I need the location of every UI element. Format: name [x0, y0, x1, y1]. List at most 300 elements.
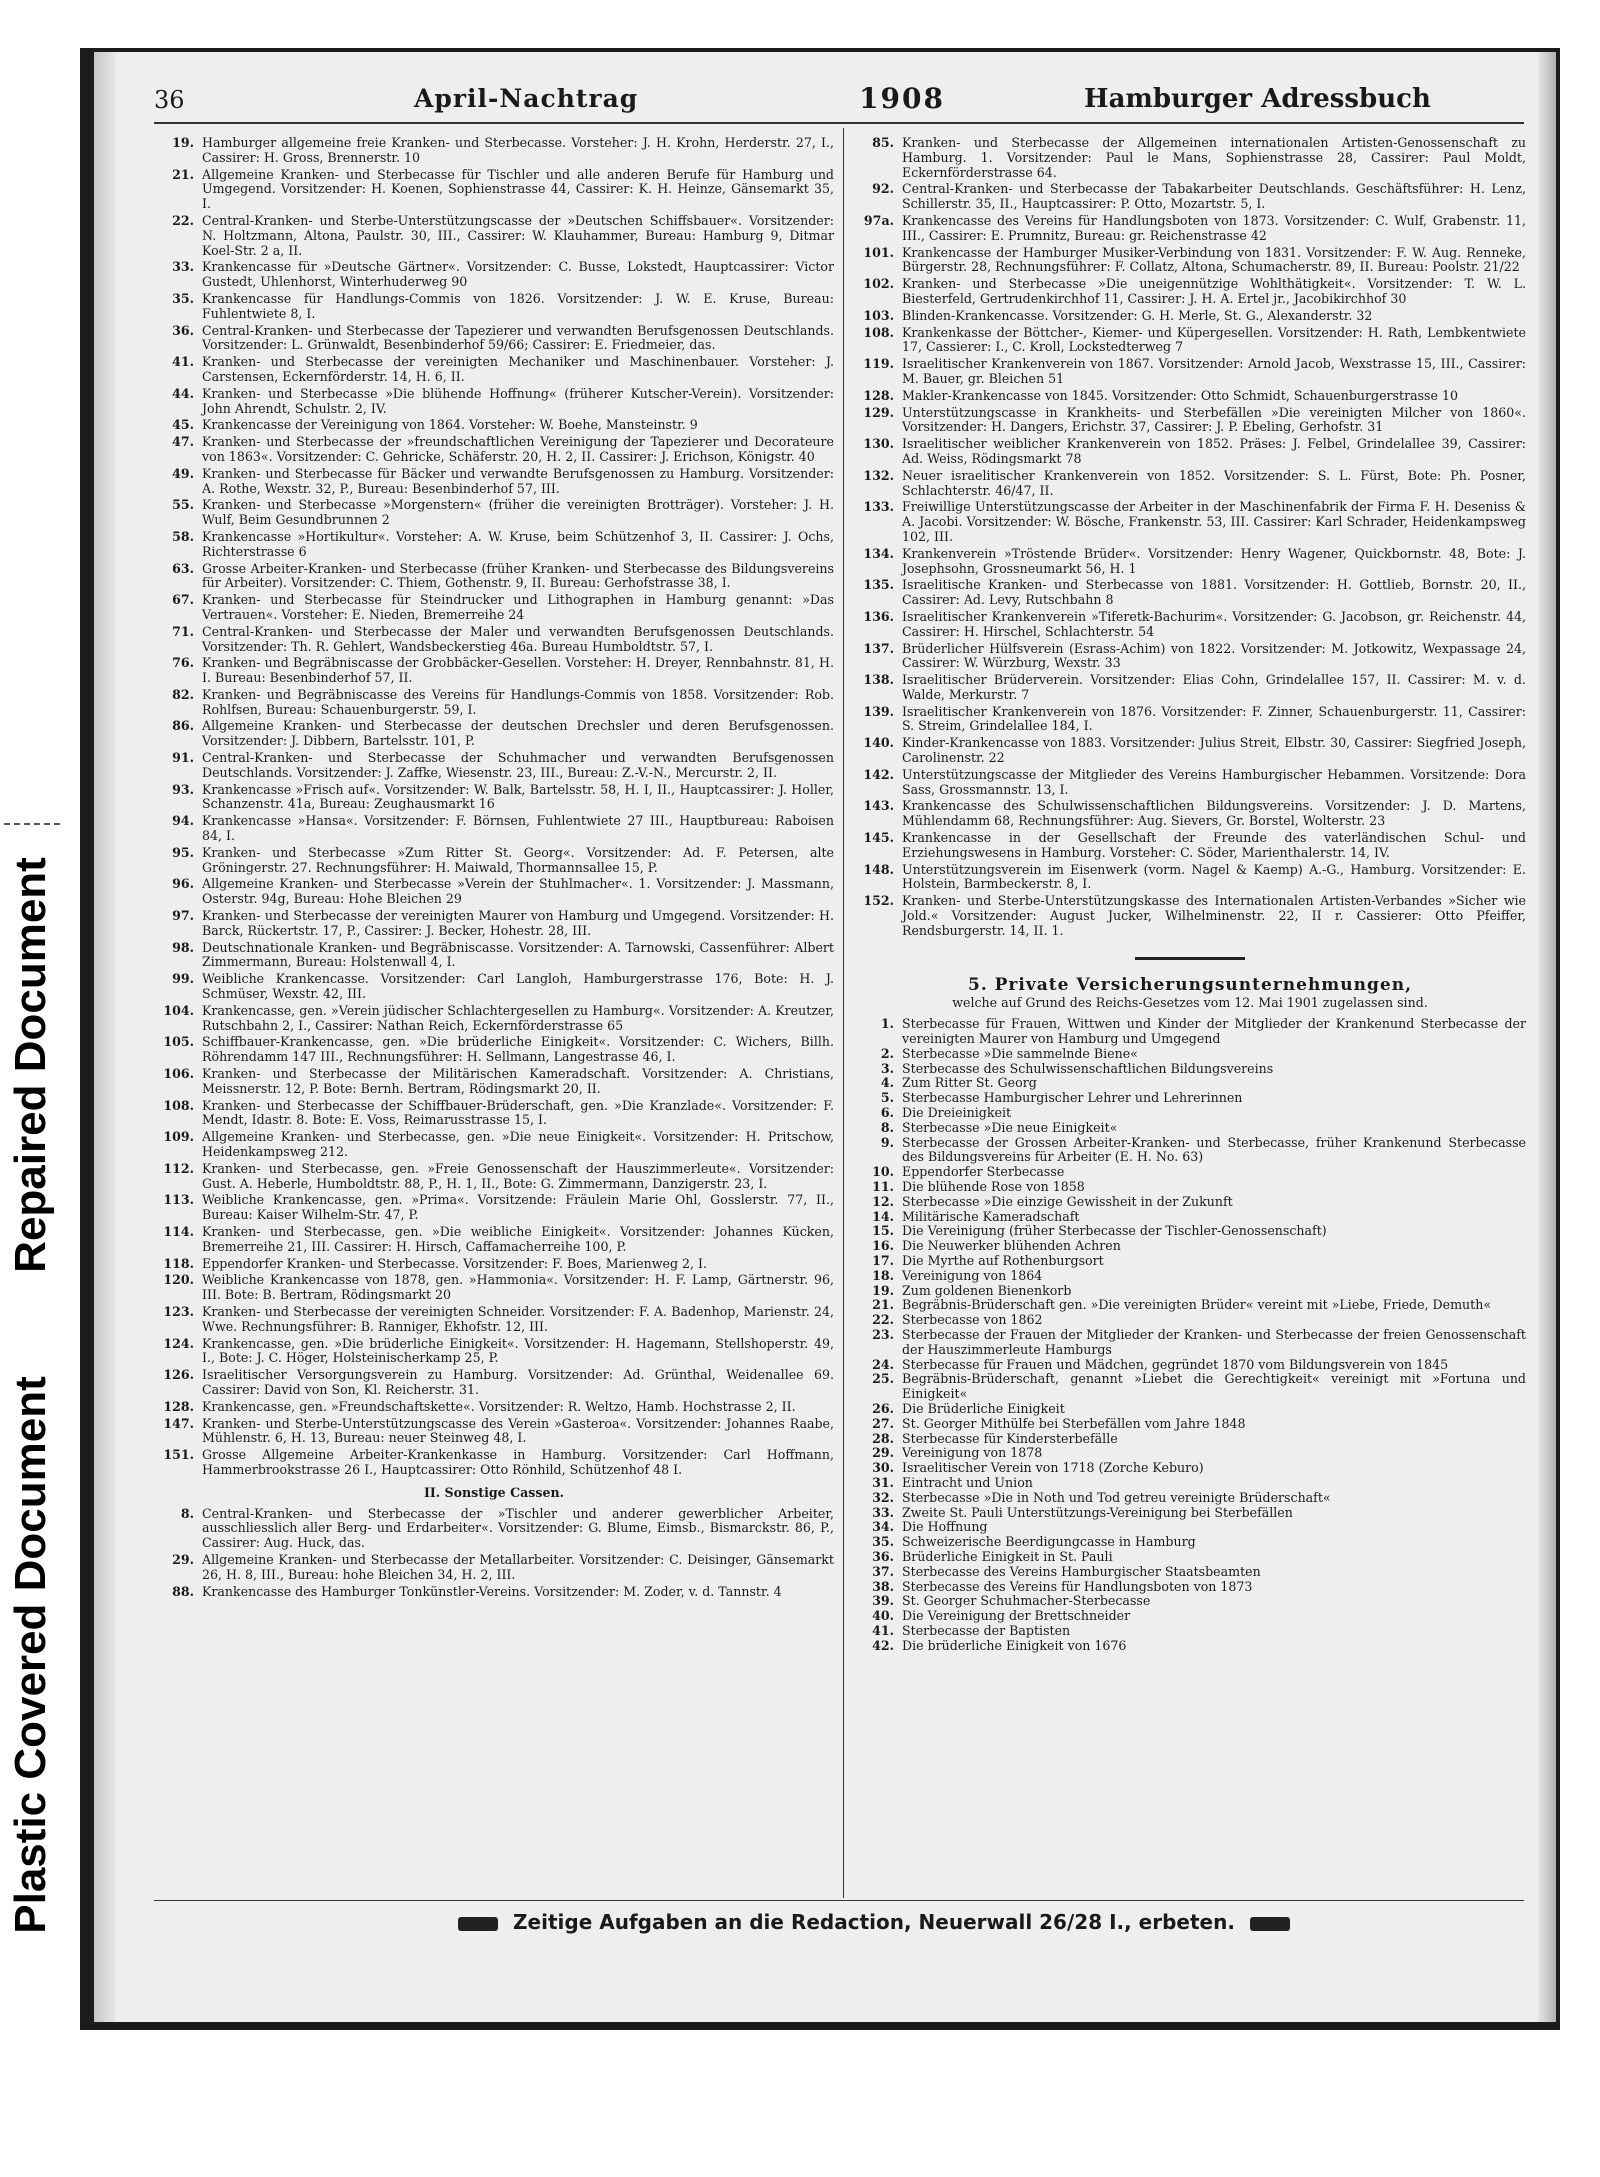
entry-number: 95.: [172, 844, 194, 860]
entry-text: Sterbecasse der Grossen Arbeiter-Kranken- und Sterbecasse, früher Krankenund Sterbecasse des Bildungsvereins für Arbeiter (E. H. No. 63): [902, 1134, 1526, 1165]
entry-text: Unterstützungscasse in Krankheits- und Sterbefällen »Die vereinigten Milcher von 1860«. Vorsitzender: H. Dangers, Erichstr. 37, Cassirer: J. P. Ebeling, Gerhofstr. 31: [902, 404, 1526, 435]
entry-text: Kranken- und Sterbecasse der vereinigten Schneider. Vorsitzender: F. A. Badenhop, Marienstr. 24, Wwe. Rechnungsführer: B. Ranniger, Ekhofstr. 12, III.: [202, 1303, 834, 1334]
entry-number: 21.: [172, 166, 194, 182]
entry-number: 86.: [172, 718, 194, 734]
entry-text: Sterbecasse »Die sammelnde Biene«: [902, 1045, 1138, 1061]
entry-number: 82.: [172, 686, 194, 702]
list-item: [854, 469, 1526, 499]
pointing-hand-icon: [458, 1917, 498, 1931]
entry-number: 8.: [880, 1119, 894, 1135]
list-item: [854, 894, 1526, 938]
entry-text: Die Dreieinigkeit: [902, 1105, 1012, 1121]
entry-text: Blinden-Krankencasse. Vorsitzender: G. H. Merle, St. G., Alexanderstr. 32: [902, 307, 1373, 323]
plastic-covered-label: Plastic Covered Document: [6, 1376, 55, 1934]
entry-number: 25.: [872, 1371, 894, 1387]
entry-number: 118.: [163, 1255, 194, 1271]
entry-text: Krankencasse der Vereinigung von 1864. Vorsteher: W. Boehe, Mansteinstr. 9: [202, 417, 698, 433]
entry-text: Allgemeine Kranken- und Sterbecasse für Tischler und alle anderen Berufe für Hamburg und Umgegend. Vorsitzender: H. Koenen, Sophienstrasse 44, Cassirer: K. H. Heinze, Gänsemarkt 35, I.: [202, 166, 834, 212]
entry-number: 108.: [863, 324, 894, 340]
entry-number: 103.: [863, 307, 894, 323]
entry-number: 14.: [872, 1208, 894, 1224]
entry-text: Central-Kranken- und Sterbecasse der Maler und verwandten Berufsgenossen Deutschlands. Vorsitzender: Th. R. Gehlert, Wandsbeckerstieg 46a. Bureau Humboldtstr. 57, I.: [202, 623, 834, 654]
entry-number: 104.: [163, 1002, 194, 1018]
entry-text: Central-Kranken- und Sterbecasse der Tapezierer und verwandten Berufsgenossen Deutschlands. Vorsitzender: L. Grünwaldt, Besenbinderhof 59/66; Cassirer: E. Friedmeier, das.: [202, 322, 834, 353]
entry-text: Die Vereinigung (früher Sterbecasse der Tischler-Genossenschaft): [902, 1223, 1327, 1239]
section2-title: II. Sonstige Cassen.: [423, 1484, 564, 1500]
header-title: Hamburger Adressbuch: [1084, 84, 1431, 114]
entry-text: Kranken- und Sterbe-Unterstützungscasse des Verein »Gasteroa«. Vorsitzender: Johannes Raabe, Mühlenstr. 6, H. 13, Bureau: neuer Steinweg 48, I.: [202, 1415, 834, 1446]
list-item: [854, 1062, 1526, 1077]
entry-number: 38.: [872, 1578, 894, 1594]
footer-text: Zeitige Aufgaben an die Redaction, Neuerwall 26/28 I., erbeten.: [513, 1910, 1235, 1934]
entry-number: 139.: [863, 703, 894, 719]
list-item: [154, 1553, 834, 1583]
list-item: [854, 1461, 1526, 1476]
list-item: [154, 467, 834, 497]
entry-text: Israelitischer Krankenverein von 1876. Vorsitzender: F. Zinner, Schauenburgerstr. 11, Cassirer: S. Streim, Grindelallee 184, I.: [902, 703, 1526, 734]
entry-text: Allgemeine Kranken- und Sterbecasse der Metallarbeiter. Vorsitzender: C. Deisinger, Gänsemarkt 26, H. 8, III., Bureau: hohe Bleichen 34, H. 2, III.: [202, 1551, 834, 1582]
entry-number: 30.: [872, 1460, 894, 1476]
entry-text: Central-Kranken- und Sterbecasse der »Tischler und anderer gewerblicher Arbeiter, ausschliesslich aller Berg- und Erdarbeiter«. Vorsitzender: G. Blume, Eimsb., Bismarckstr. 86, P., Cassirer: Aug. Huck, das.: [202, 1505, 834, 1551]
entry-text: Kranken- und Sterbecasse der Schiffbauer-Brüderschaft, gen. »Die Kranzlade«. Vorsitzender: F. Mendt, Idastr. 8. Bote: E. Voss, Reimarusstrasse 15, I.: [202, 1097, 834, 1128]
entry-number: 42.: [872, 1637, 894, 1653]
entry-number: 97a.: [863, 212, 894, 228]
entry-text: Die brüderliche Einigkeit von 1676: [902, 1637, 1127, 1653]
list-item: [854, 1180, 1526, 1195]
entry-number: 44.: [172, 385, 194, 401]
entry-number: 24.: [872, 1356, 894, 1372]
entry-text: Krankenverein »Tröstende Brüder«. Vorsitzender: Henry Wagener, Quickbornstr. 48, Bote: J. Josephsohn, Grossneumarkt 56, H. 1: [902, 545, 1526, 576]
entry-text: Krankencasse »Hansa«. Vorsitzender: F. Börnsen, Fuhlentwiete 27 III., Hauptbureau: Raboisen 84, I.: [202, 813, 834, 844]
list-item: [854, 1047, 1526, 1062]
list-item: [854, 1565, 1526, 1580]
entry-number: 63.: [172, 560, 194, 576]
entry-text: Begräbnis-Brüderschaft, genannt »Liebet die Gerechtigkeit« vereinigt mit »Fortuna und Einigkeit«: [902, 1371, 1526, 1402]
entry-text: Vereinigung von 1864: [902, 1267, 1043, 1283]
list-item: [154, 814, 834, 844]
list-item: [154, 418, 834, 433]
entry-number: 67.: [172, 592, 194, 608]
entry-text: Deutschnationale Kranken- und Begräbniscasse. Vorsitzender: A. Tarnowski, Cassenführer: Albert Zimmermann, Bureau: Holstenwall 4, I.: [202, 939, 834, 970]
page-header: [154, 80, 1534, 120]
list-item: [854, 1313, 1526, 1328]
header-section: April-Nachtrag: [414, 84, 639, 113]
entry-number: 37.: [872, 1563, 894, 1579]
list-item: [154, 1273, 834, 1303]
entry-number: 49.: [172, 465, 194, 481]
entry-number: 114.: [163, 1223, 194, 1239]
list-item: [154, 1337, 834, 1367]
entry-text: Zweite St. Pauli Unterstützungs-Vereinigung bei Sterbefällen: [902, 1504, 1293, 1520]
list-item: [854, 1491, 1526, 1506]
list-item: [854, 246, 1526, 276]
entry-text: Krankencasse des Hamburger Tonkünstler-Vereins. Vorsitzender: M. Zoder, v. d. Tannstr. 4: [202, 1583, 782, 1599]
entry-text: Central-Kranken- und Sterbecasse der Tabakarbeiter Deutschlands. Geschäftsführer: H. Lenz, Schillerstr. 35, II., Hauptcassirer: P. Otto, Mozartstr. 5, I.: [902, 181, 1526, 212]
list-item: [854, 547, 1526, 577]
entry-number: 108.: [163, 1097, 194, 1113]
repaired-label: Repaired Document: [6, 857, 56, 1273]
entry-text: Krankencasse »Hortikultur«. Vorsteher: A. W. Kruse, beim Schützenhof 3, II. Cassirer: J. Ochs, Richterstrasse 6: [202, 528, 834, 559]
list-item: [854, 309, 1526, 324]
header-rule: [154, 122, 1524, 124]
list-item: [154, 168, 834, 212]
list-item: [854, 389, 1526, 404]
entry-number: 29.: [172, 1551, 194, 1567]
section5-title: 5. Private Versicherungsunternehmungen,: [967, 974, 1412, 995]
entry-number: 98.: [172, 939, 194, 955]
entry-text: Sterbecasse »Die einzige Gewissheit in der Zukunft: [902, 1193, 1233, 1209]
list-item: [154, 593, 834, 623]
header-year: 1908: [859, 82, 945, 115]
entry-number: 101.: [863, 244, 894, 260]
entry-text: Kranken- und Sterbecasse für Bäcker und verwandte Berufsgenossen zu Hamburg. Vorsitzender: A. Rothe, Wexstr. 32, P., Bureau: Besenbinderhof 57, III.: [202, 465, 834, 496]
entry-number: 151.: [163, 1447, 194, 1463]
list-item: [854, 406, 1526, 436]
entry-number: 27.: [872, 1415, 894, 1431]
entry-number: 35.: [172, 290, 194, 306]
list-item: [854, 437, 1526, 467]
entry-text: Israelitischer weiblicher Krankenverein von 1852. Präses: J. Felbel, Grindelallee 39, Cassirer: Ad. Weiss, Rödingsmarkt 78: [902, 436, 1526, 466]
entry-text: Kinder-Krankencasse von 1883. Vorsitzender: Julius Streit, Elbstr. 30, Cassirer: Siegfried Joseph, Carolinenstr. 22: [902, 735, 1526, 766]
entry-number: 8.: [180, 1505, 194, 1521]
entry-text: Hamburger allgemeine freie Kranken- und Sterbecasse. Vorsteher: J. H. Krohn, Herderstr. 27, I., Cassirer: H. Gross, Brennerstr. 10: [202, 135, 834, 165]
list-item: [154, 719, 834, 749]
entry-text: Sterbecasse für Frauen und Mädchen, gegründet 1870 vom Bildungsverein von 1845: [902, 1356, 1449, 1372]
entry-text: Sterbecasse für Kindersterbefälle: [902, 1430, 1118, 1446]
entry-text: Freiwillige Unterstützungscasse der Arbeiter in der Maschinenfabrik der Firma F. H. Deseniss & A. Jacobi. Vorsitzender: W. Bösche, Frankenstr. 53, III. Cassirer: Karl Schrader, Heidenkampsweg 102, III.: [902, 499, 1526, 544]
entry-text: Krankencasse »Frisch auf«. Vorsitzender: W. Balk, Bartelsstr. 58, H. I, II., Hauptcassirer: J. Holler, Schanzenstr. 41a, Bureau: Zeughausmarkt 16: [202, 781, 834, 812]
list-item: [854, 1535, 1526, 1550]
entry-number: 130.: [863, 436, 894, 452]
list-item: [854, 214, 1526, 244]
list-item: [854, 1136, 1526, 1166]
pointing-hand-icon: [1250, 1917, 1290, 1931]
entry-number: 11.: [872, 1179, 894, 1194]
list-item: [854, 500, 1526, 544]
entry-text: Krankencasse der Hamburger Musiker-Verbindung von 1831. Vorsitzender: F. W. Aug. Renneke, Bürgerstr. 28, Rechnungsführer: F. Collatz, Altona, Schumacherstr. 89, II. Bureau: Poolstr. 21/22: [902, 244, 1526, 275]
entry-text: Kranken- und Sterbecasse der vereinigten Maurer von Hamburg und Umgegend. Vorsitzender: H. Barck, Rückertstr. 17, P., Cassirer: J. Becker, Hohestr. 28, III.: [202, 908, 834, 938]
list-item: [154, 941, 834, 971]
list-item: [854, 1224, 1526, 1239]
list-item: [154, 1162, 834, 1192]
entry-number: 128.: [163, 1398, 194, 1414]
section-divider: [1135, 957, 1245, 960]
entry-text: Israelitischer Krankenverein »Tiferetk-Bachurim«. Vorsitzender: G. Jacobson, gr. Reichenstr. 44, Cassirer: H. Hirschel, Schlachterstr. 54: [902, 608, 1526, 639]
list-item: [854, 1417, 1526, 1432]
list-item: [854, 1639, 1526, 1654]
entry-text: Die Vereinigung der Brettschneider: [902, 1608, 1131, 1624]
list-item: [154, 214, 834, 258]
entry-number: 148.: [863, 861, 894, 877]
list-item: [854, 1372, 1526, 1402]
entry-number: 33.: [872, 1504, 894, 1520]
entry-number: 145.: [863, 830, 894, 846]
entry-number: 9.: [880, 1134, 894, 1150]
entry-text: Allgemeine Kranken- und Sterbecasse, gen. »Die neue Einigkeit«. Vorsitzender: H. Pritschow, Heidenkampsweg 212.: [202, 1129, 834, 1159]
page-right-edge: [1538, 52, 1556, 2022]
entry-number: 126.: [163, 1367, 194, 1383]
entry-number: 129.: [863, 404, 894, 420]
entry-number: 92.: [872, 181, 894, 197]
entry-number: 10.: [872, 1164, 894, 1180]
list-item: [154, 1448, 834, 1478]
list-item: [854, 326, 1526, 356]
entry-text: Die Neuwerker blühenden Achren: [902, 1238, 1121, 1254]
section5-list: [854, 1017, 1526, 1653]
entry-number: 123.: [163, 1303, 194, 1319]
entry-text: Kranken- und Sterbecasse »Die blühende Hoffnung« (früherer Kutscher-Verein). Vorsitzender: John Ahrendt, Schulstr. 2, IV.: [202, 385, 834, 416]
entry-text: Zum Ritter St. Georg: [902, 1075, 1037, 1091]
list-item: [854, 1106, 1526, 1121]
entry-number: 134.: [863, 545, 894, 561]
entry-number: 105.: [163, 1034, 194, 1050]
footer-rule: [154, 1900, 1524, 1901]
entry-text: Kranken- und Sterbecasse der Allgemeinen internationalen Artisten-Genossenschaft zu Hamburg. 1. Vorsitzender: Paul le Mans, Sophienstrasse 28, Cassirer: Paul Moldt, Eckernförderstrasse 64.: [902, 135, 1526, 180]
entry-number: 19.: [872, 1282, 894, 1298]
entry-number: 5.: [880, 1090, 894, 1106]
entry-text: Kranken- und Sterbecasse »Zum Ritter St. Georg«. Vorsitzender: Ad. F. Petersen, alte Gröningerstr. 27. Rechnungsführer: H. Maiwald, Thormannsallee 15, P.: [202, 844, 834, 875]
list-item: [854, 768, 1526, 798]
list-item: [854, 1432, 1526, 1447]
entry-number: 142.: [863, 766, 894, 782]
entry-text: Grosse Allgemeine Arbeiter-Krankenkasse in Hamburg. Vorsitzender: Carl Hoffmann, Hammerbrookstrasse 26 I., Hauptcassirer: Otto Rönhild, Schützenhof 48 I.: [202, 1447, 834, 1477]
list-item: [854, 642, 1526, 672]
list-item: [854, 136, 1526, 180]
page-left-edge: [94, 52, 116, 2022]
list-item: [154, 260, 834, 290]
left-entries: [154, 136, 834, 1478]
entry-number: 1.: [880, 1016, 894, 1032]
entry-number: 23.: [872, 1326, 894, 1342]
list-item: [154, 1004, 834, 1034]
entry-number: 18.: [872, 1267, 894, 1283]
entry-text: Begräbnis-Brüderschaft gen. »Die vereinigten Brüder« vereint mit »Liebe, Friede, Demuth«: [902, 1297, 1492, 1313]
entry-number: 34.: [872, 1519, 894, 1535]
entry-number: 3.: [880, 1060, 894, 1076]
list-item: [854, 863, 1526, 893]
entry-text: Kranken- und Sterbecasse »Morgenstern« (früher die vereinigten Brotträger). Vorsteher: J. H. Wulf, Beim Gesundbrunnen 2: [202, 497, 834, 528]
entry-number: 147.: [163, 1415, 194, 1431]
entry-text: Neuer israelitischer Krankenverein von 1852. Vorsitzender: S. L. Fürst, Bote: Ph. Posner, Schlachterstr. 46/47, II.: [902, 467, 1526, 498]
entry-number: 132.: [863, 467, 894, 483]
entry-text: Sterbecasse von 1862: [902, 1312, 1043, 1328]
entry-number: 152.: [863, 893, 894, 909]
entry-number: 4.: [880, 1075, 894, 1091]
list-item: [154, 1035, 834, 1065]
entry-text: Sterbecasse Hamburgischer Lehrer und Lehrerinnen: [902, 1090, 1243, 1106]
entry-text: Kranken- und Sterbe-Unterstützungskasse des Internationalen Artisten-Verbandes »Sicher wie Jold.« Vorsitzender: August Jucker, Wilhelminenstr. 22, II r. Cassierer: Otto Pfeiffer, Rendsburgerstr. 14, II. 1.: [902, 893, 1526, 938]
entry-text: Krankencasse, gen. »Freundschaftskette«. Vorsitzender: R. Weltzo, Hamb. Hochstrasse 2, II.: [202, 1398, 796, 1414]
entry-number: 41.: [872, 1622, 894, 1638]
entry-text: Weibliche Krankencasse, gen. »Prima«. Vorsitzende: Fräulein Marie Ohl, Gosslerstr. 77, II., Bureau: Kaiser Wilhelm-Str. 47, P.: [202, 1192, 834, 1223]
footer-notice: [424, 1910, 1324, 1934]
list-item: [154, 1400, 834, 1415]
list-item: [154, 751, 834, 781]
list-item: [154, 1067, 834, 1097]
entry-text: Unterstützungscasse der Mitglieder des Vereins Hamburgischer Hebammen. Vorsitzende: Dora Sass, Grossmannstr. 13, I.: [902, 766, 1526, 797]
entry-number: 109.: [163, 1129, 194, 1145]
entry-text: Sterbecasse des Schulwissenschaftlichen Bildungsvereins: [902, 1060, 1274, 1076]
column-divider: [843, 128, 844, 1898]
list-item: [154, 355, 834, 385]
list-item: [154, 136, 834, 166]
entry-text: Unterstützungsverein im Eisenwerk (vorm. Nagel & Kaemp) A.-G., Hamburg. Vorsitzender: E. Holstein, Barmbeckerstr. 8, I.: [902, 861, 1526, 892]
entry-number: 39.: [872, 1593, 894, 1609]
list-item: [854, 1594, 1526, 1609]
list-item: [154, 562, 834, 592]
entry-text: St. Georger Schuhmacher-Sterbecasse: [902, 1593, 1151, 1609]
list-item: [854, 1624, 1526, 1639]
list-item: [154, 846, 834, 876]
page-number: 36: [154, 86, 185, 114]
list-item: [854, 1328, 1526, 1358]
entry-number: 124.: [163, 1335, 194, 1351]
entry-number: 12.: [872, 1193, 894, 1209]
list-item: [854, 1254, 1526, 1269]
entry-text: Sterbecasse des Vereins für Handlungsboten von 1873: [902, 1578, 1253, 1594]
section2-entries: [154, 1507, 834, 1600]
list-item: [154, 877, 834, 907]
entry-text: Allgemeine Kranken- und Sterbecasse der deutschen Drechsler und deren Berufsgenossen. Vorsitzender: J. Dibbern, Bartelsstr. 101, P.: [202, 718, 834, 749]
list-item: [854, 1269, 1526, 1284]
list-item: [154, 909, 834, 939]
list-item: [154, 783, 834, 813]
list-item: [154, 1305, 834, 1335]
entry-text: Krankencasse für »Deutsche Gärtner«. Vorsitzender: C. Busse, Lokstedt, Hauptcassirer: Victor Gustedt, Uhlenhorst, Winterhuderweg 90: [202, 259, 834, 290]
entry-number: 91.: [172, 750, 194, 766]
entry-text: Vereinigung von 1878: [902, 1445, 1043, 1461]
entry-text: Krankencasse, gen. »Verein jüdischer Schlachtergesellen zu Hamburg«. Vorsitzender: A. Kreutzer, Rutschbahn 2, I., Cassirer: Nathan Reich, Eckernförderstrasse 65: [202, 1002, 834, 1033]
entry-number: 16.: [872, 1238, 894, 1254]
entry-number: 17.: [872, 1252, 894, 1268]
entry-number: 136.: [863, 608, 894, 624]
list-item: [154, 1507, 834, 1551]
list-item: [154, 1257, 834, 1272]
right-entries: [854, 136, 1526, 939]
list-item: [854, 1298, 1526, 1313]
entry-text: Die Myrthe auf Rothenburgsort: [902, 1252, 1104, 1268]
list-item: [854, 1165, 1526, 1180]
entry-number: 40.: [872, 1608, 894, 1624]
entry-number: 135.: [863, 577, 894, 593]
list-item: [854, 1091, 1526, 1106]
list-item: [154, 1193, 834, 1223]
list-item: [854, 1476, 1526, 1491]
list-item: [154, 688, 834, 718]
entry-number: 21.: [872, 1297, 894, 1313]
list-item: [854, 1239, 1526, 1254]
entry-text: Eppendorfer Kranken- und Sterbecasse. Vorsitzender: F. Boes, Marienweg 2, I.: [202, 1255, 708, 1271]
list-item: [854, 1446, 1526, 1461]
list-item: [854, 1520, 1526, 1535]
entry-number: 19.: [172, 135, 194, 150]
entry-number: 22.: [172, 212, 194, 228]
list-item: [854, 673, 1526, 703]
entry-number: 102.: [863, 276, 894, 292]
entry-number: 112.: [163, 1160, 194, 1176]
list-item: [154, 1225, 834, 1255]
entry-text: Die blühende Rose von 1858: [902, 1179, 1085, 1194]
entry-number: 99.: [172, 971, 194, 987]
entry-number: 33.: [172, 259, 194, 275]
entry-text: Kranken- und Sterbecasse, gen. »Die weibliche Einigkeit«. Vorsitzender: Johannes Kücken, Bremerreihe 21, III. Cassirer: H. Hirsch, Caffamacherreihe 100, P.: [202, 1223, 834, 1254]
entry-number: 58.: [172, 528, 194, 544]
entry-text: Die Hoffnung: [902, 1519, 988, 1535]
list-item: [854, 1195, 1526, 1210]
entry-number: 137.: [863, 640, 894, 656]
entry-text: Brüderlicher Hülfsverein (Esrass-Achim) von 1822. Vorsitzender: M. Jotkowitz, Wexpassage 24, Cassirer: W. Würzburg, Wexstr. 33: [902, 640, 1526, 671]
entry-text: Die Brüderliche Einigkeit: [902, 1400, 1065, 1416]
entry-number: 6.: [880, 1105, 894, 1121]
entry-number: 96.: [172, 876, 194, 892]
entry-text: Kranken- und Sterbecasse, gen. »Freie Genossenschaft der Hauszimmerleute«. Vorsitzender: Gust. A. Heberle, Humboldtstr. 88, P., H. 1, II., Bote: G. Zimmermann, Danzigerstr. 23, I.: [202, 1160, 834, 1191]
list-item: [154, 1368, 834, 1398]
entry-number: 45.: [172, 417, 194, 433]
entry-text: Sterbecasse für Frauen, Wittwen und Kinder der Mitglieder der Krankenund Sterbecasse der vereinigten Maurer von Hamburg und Umgegend: [902, 1016, 1526, 1047]
list-item: [154, 292, 834, 322]
entry-text: St. Georger Mithülfe bei Sterbefällen vom Jahre 1848: [902, 1415, 1246, 1431]
list-item: [854, 1402, 1526, 1417]
list-item: [154, 1417, 834, 1447]
entry-number: 106.: [163, 1066, 194, 1082]
list-item: [854, 1550, 1526, 1565]
list-item: [154, 498, 834, 528]
entry-text: Kranken- und Sterbecasse der »freundschaftlichen Vereinigung der Tapezierer und Decorateure von 1863«. Vorsitzender: C. Gehricke, Schäferstr. 20, H. 2, II. Cassirer: J. Erichson, Königstr. 40: [202, 434, 834, 464]
entry-text: Krankencasse des Vereins für Handlungsboten von 1873. Vorsitzender: C. Wulf, Grabenstr. 11, III., Cassirer: E. Prumnitz, Bureau: gr. Reichenstrasse 42: [902, 212, 1526, 243]
entry-text: Allgemeine Kranken- und Sterbecasse »Verein der Stuhlmacher«. 1. Vorsitzender: J. Massmann, Osterstr. 94g, Bureau: Hohe Bleichen 29: [202, 876, 834, 907]
entry-number: 36.: [872, 1548, 894, 1564]
entry-text: Schweizerische Beerdigungcasse in Hamburg: [902, 1534, 1196, 1550]
entry-text: Kranken- und Sterbecasse »Die uneigennützige Wohlthätigkeit«. Vorsitzender: T. W. L. Biesterfeld, Gertrudenkirchhof 11, Cassirer: J. H. A. Ertel jr., Jacobikirchhof 30: [902, 276, 1526, 306]
entry-text: Kranken- und Begräbniscasse des Vereins für Handlungs-Commis von 1858. Vorsitzender: Rob. Rohlfsen, Bureau: Schauenburgerstr. 59, I.: [202, 686, 834, 717]
entry-number: 26.: [872, 1400, 894, 1416]
list-item: [154, 625, 834, 655]
entry-number: 140.: [863, 735, 894, 751]
entry-text: Israelitischer Brüderverein. Vorsitzender: Elias Cohn, Grindelallee 157, II. Cassirer: M. v. d. Walde, Merkurstr. 7: [902, 672, 1526, 702]
entry-number: 71.: [172, 623, 194, 639]
entry-text: Krankencasse in der Gesellschaft der Freunde des vaterländischen Schul- und Erziehungswesens in Hamburg. Vorsteher: C. Söder, Marienthalerstr. 14, IV.: [902, 830, 1526, 860]
entry-text: Sterbecasse des Vereins Hamburgischer Staatsbeamten: [902, 1563, 1261, 1579]
entry-text: Sterbecasse »Die in Noth und Tod getreu vereinigte Brüderschaft«: [902, 1489, 1331, 1505]
entry-text: Makler-Krankencasse von 1845. Vorsitzender: Otto Schmidt, Schauenburgerstrasse 10: [902, 387, 1458, 403]
entry-number: 41.: [172, 354, 194, 370]
entry-number: 76.: [172, 655, 194, 671]
list-item: [854, 357, 1526, 387]
entry-text: Israelitischer Krankenverein von 1867. Vorsitzender: Arnold Jacob, Wexstrasse 15, III., Cassirer: M. Bauer, gr. Bleichen 51: [902, 356, 1526, 386]
entry-number: 28.: [872, 1430, 894, 1446]
list-item: [154, 1099, 834, 1129]
entry-number: 143.: [863, 798, 894, 814]
entry-text: Central-Kranken- und Sterbecasse der Schuhmacher und verwandten Berufsgenossen Deutschlands. Vorsitzender: J. Zaffke, Wiesenstr. 23, III., Bureau: Z.-V.-N., Mercurstr. 2, II.: [202, 750, 834, 780]
entry-text: Eintracht und Union: [902, 1474, 1033, 1490]
left-column: [154, 136, 834, 1601]
entry-text: Sterbecasse der Frauen der Mitglieder der Kranken- und Sterbecasse der freien Genossenschaft der Hauszimmerleute Hamburgs: [902, 1326, 1526, 1357]
list-item: [854, 610, 1526, 640]
list-item: [854, 578, 1526, 608]
entry-text: Schiffbauer-Krankencasse, gen. »Die brüderliche Einigkeit«. Vorsitzender: C. Wichers, Billh. Röhrendamm 147 III., Rechnungsführer: H. Sellmann, Langestrasse 46, I.: [202, 1034, 834, 1065]
entry-number: 2.: [880, 1045, 894, 1061]
entry-number: 120.: [163, 1272, 194, 1288]
section5-intro: welche auf Grund des Reichs-Gesetzes vom 12. Mai 1901 zugelassen sind.: [952, 995, 1428, 1011]
list-item: [154, 435, 834, 465]
list-item: [854, 1506, 1526, 1521]
entry-number: 93.: [172, 781, 194, 797]
entry-number: 36.: [172, 322, 194, 338]
entry-number: 55.: [172, 497, 194, 513]
entry-text: Zum goldenen Bienenkorb: [902, 1282, 1072, 1298]
entry-text: Kranken- und Begräbniscasse der Grobbäcker-Gesellen. Vorsteher: H. Dreyer, Rennbahnstr. 81, H. I. Bureau: Besenbinderhof 57, II.: [202, 655, 834, 686]
list-item: [854, 1580, 1526, 1595]
